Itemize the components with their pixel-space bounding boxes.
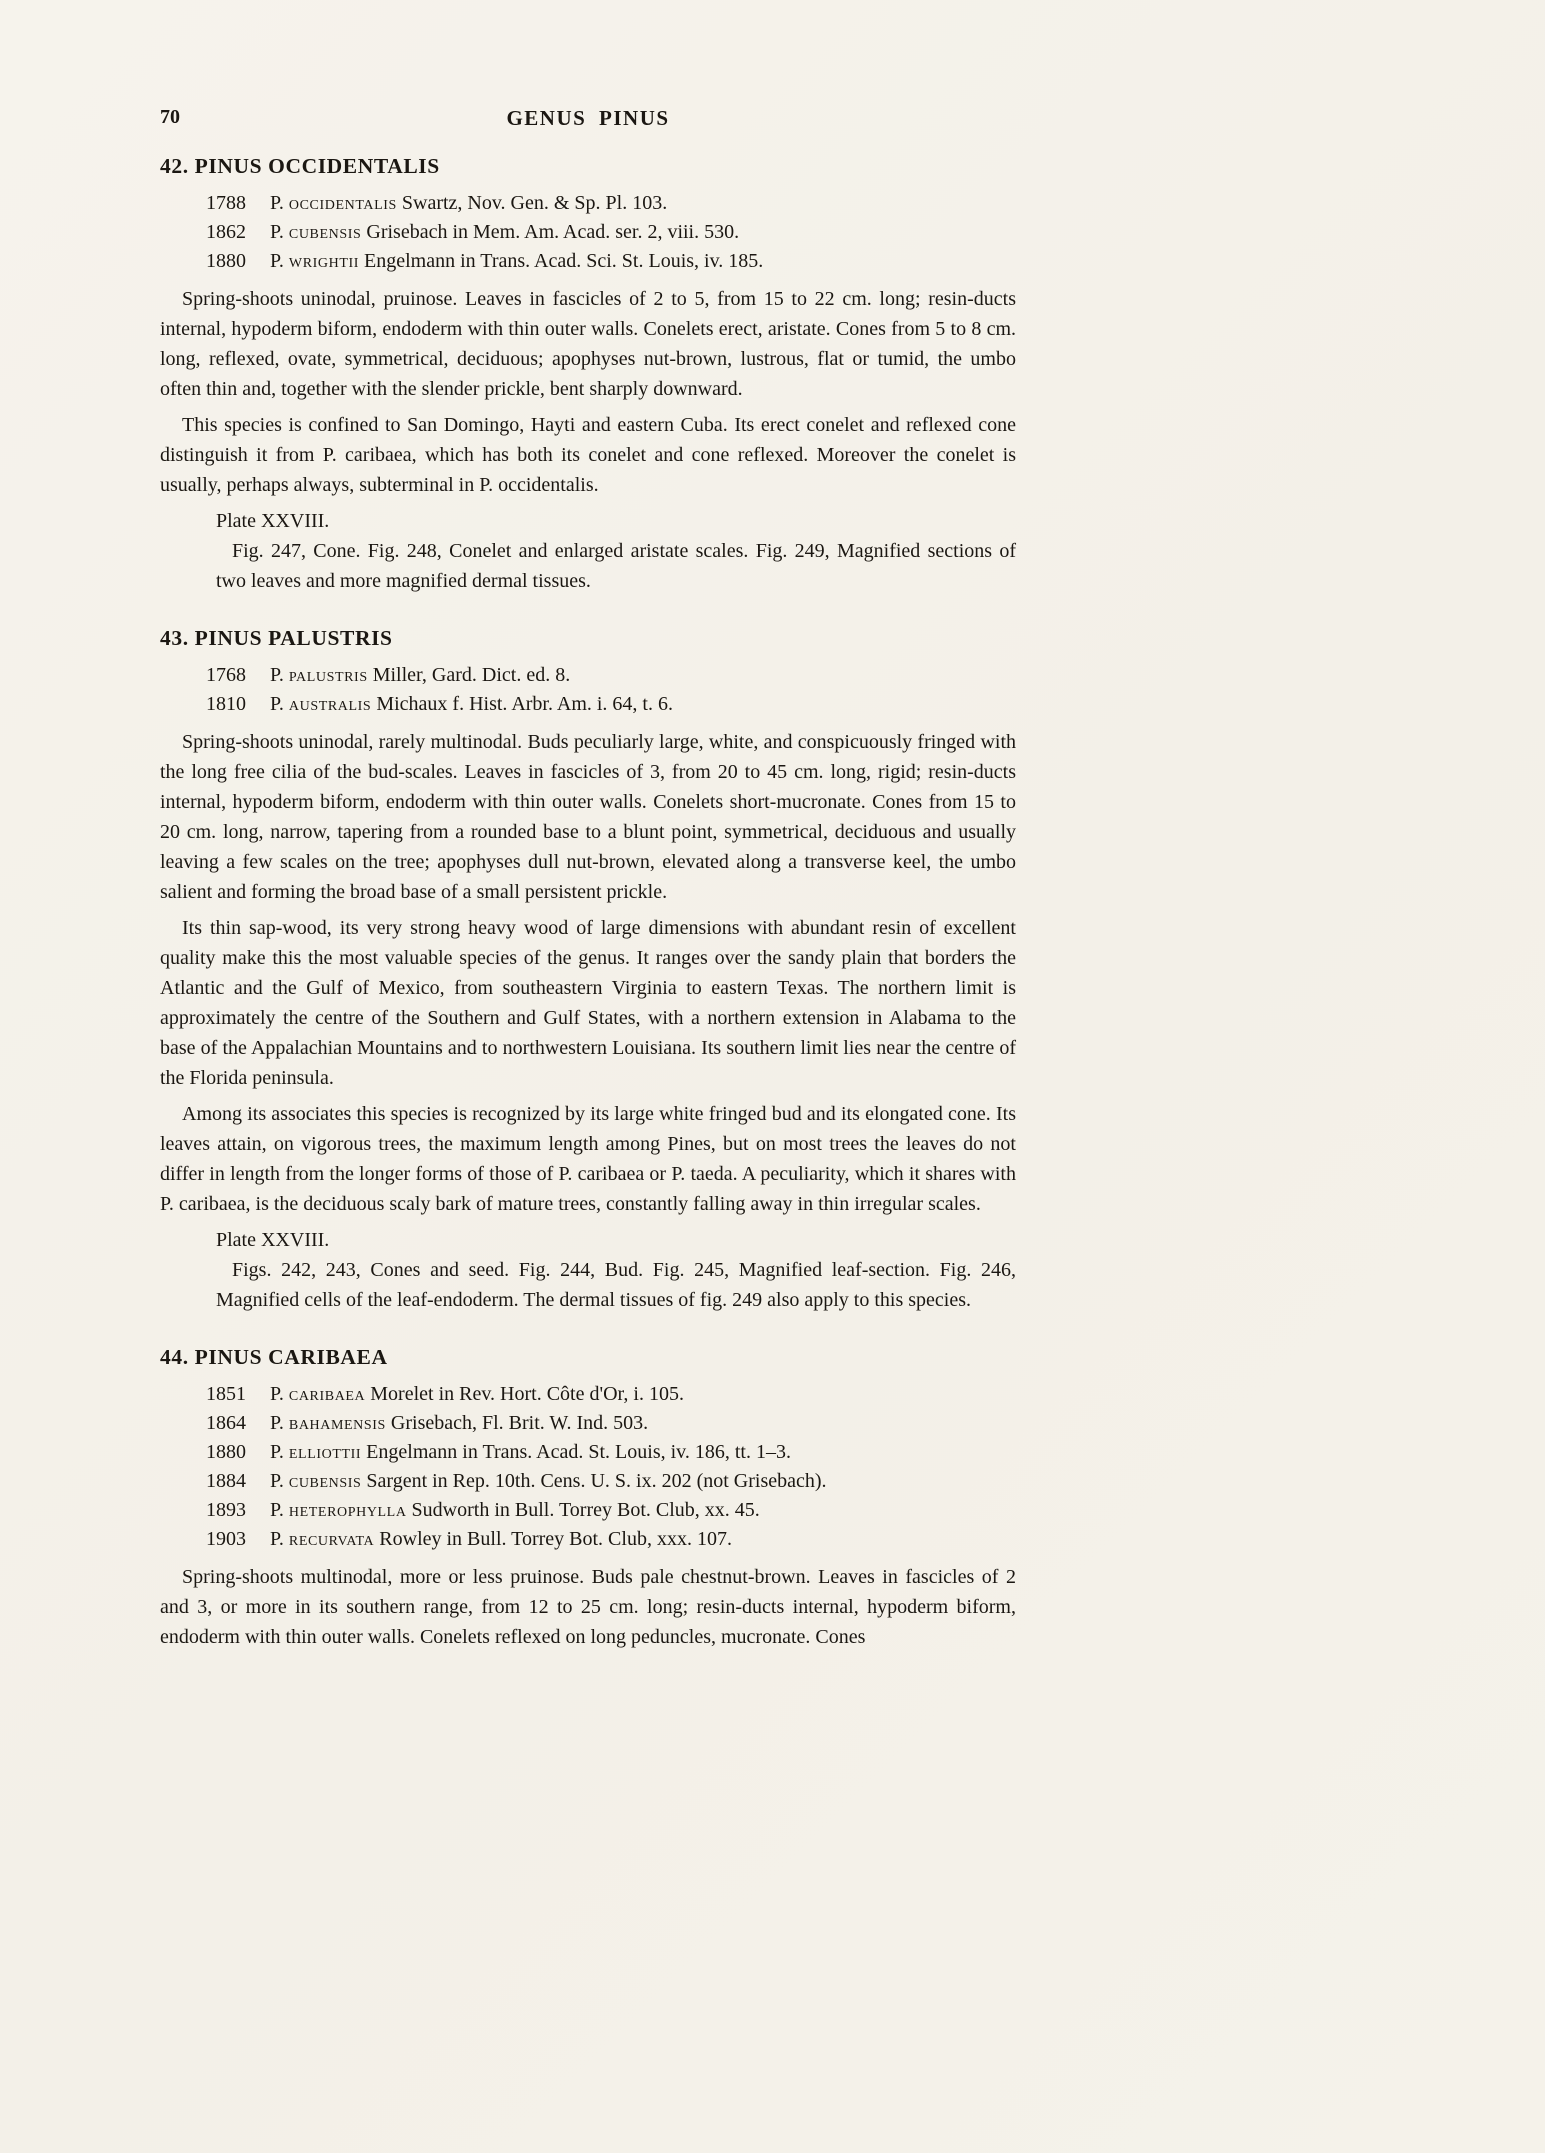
synonym-year: 1864 [206,1412,246,1434]
synonym-citation: Grisebach in Mem. Am. Acad. ser. 2, viii. 530. [366,221,740,243]
synonym-text [270,690,1016,719]
description-paragraph: Spring-shoots multinodal, more or less pruinose. Buds pale chestnut-brown. Leaves in fascicles of 2 and 3, or more in its southern range, from 12 to 25 cm. long; resin-ducts internal, hypoderm biform, endoderm with thin outer walls. Conelets reflexed on long peduncles, mucronate. Cones [160,1566,1016,1648]
species-heading: 42. PINUS OCCIDENTALIS [160,154,440,178]
description-paragraph: Its thin sap-wood, its very strong heavy wood of large dimensions with abundant resin of excellent quality make this the most valuable species of the genus. It ranges over the sandy plain that borders the Atlantic and the Gulf of Mexico, from southeastern Virginia to eastern Texas. The northern limit is approximately the centre of the Southern and Gulf States, with a northern extension in Alabama to the base of the Appalachian Mountains and to northwestern Louisiana. Its southern limit lies near the centre of the Florida peninsula. [160,917,1016,1089]
synonym-genus: P. [270,1441,284,1463]
synonym-epithet: palustris [288,664,368,686]
plate-reference: Plate XXVIII. [216,510,330,532]
synonym-year: 1768 [206,664,246,686]
synonym-entry [206,1438,1016,1467]
synonym-entry [206,1380,1016,1409]
figure-caption: Figs. 242, 243, Cones and seed. Fig. 244, Bud. Fig. 245, Magnified leaf-section. Fig. 246, Magnified cells of the leaf-endoderm. The dermal tissues of fig. 249 also apply to this species. [216,1259,1016,1311]
synonym-genus: P. [270,1412,284,1434]
species-heading: 44. PINUS CARIBAEA [160,1345,388,1369]
synonym-epithet: heterophylla [288,1499,407,1521]
synonym-epithet: elliottii [288,1441,362,1463]
synonym-genus: P. [270,664,284,686]
synonym-entry [206,690,1016,719]
synonymy-list [206,661,1016,719]
species-section-42 [160,154,1016,596]
synonym-entry [206,1496,1016,1525]
synonym-text [270,1496,1016,1525]
page-number: 70 [160,106,180,128]
synonym-epithet: occidentalis [288,192,397,214]
species-section-44 [160,1345,1016,1652]
synonym-year: 1851 [206,1383,246,1405]
synonym-entry [206,189,1016,218]
synonym-year: 1862 [206,221,246,243]
plate-reference: Plate XXVIII. [216,1229,330,1251]
description-paragraph: Spring-shoots uninodal, rarely multinodal. Buds peculiarly large, white, and conspicuously fringed with the long free cilia of the bud-scales. Leaves in fascicles of 3, from 20 to 45 cm. long, rigid; resin-ducts internal, hypoderm biform, endoderm with thin outer walls. Conelets short-mucronate. Cones from 15 to 20 cm. long, narrow, tapering from a rounded base to a blunt point, symmetrical, deciduous and usually leaving a few scales on the tree; apophyses dull nut-brown, elevated along a transverse keel, the umbo salient and forming the broad base of a small persistent prickle. [160,731,1016,903]
synonym-year: 1880 [206,1441,246,1463]
synonym-citation: Sudworth in Bull. Torrey Bot. Club, xx. 45. [411,1499,760,1521]
synonym-text [270,189,1016,218]
synonym-genus: P. [270,192,284,214]
species-heading: 43. PINUS PALUSTRIS [160,626,393,650]
synonym-citation: Engelmann in Trans. Acad. St. Louis, iv. 186, tt. 1–3. [366,1441,791,1463]
synonym-citation: Michaux f. Hist. Arbr. Am. i. 64, t. 6. [376,693,673,715]
synonym-epithet: wrightii [288,250,360,272]
synonym-genus: P. [270,1383,284,1405]
synonym-entry [206,1525,1016,1554]
synonym-epithet: cubensis [288,1470,362,1492]
synonym-citation: Sargent in Rep. 10th. Cens. U. S. ix. 202 (not Grisebach). [366,1470,827,1492]
synonym-text [270,1409,1016,1438]
description-paragraph: Spring-shoots uninodal, pruinose. Leaves in fascicles of 2 to 5, from 15 to 22 cm. long; resin-ducts internal, hypoderm biform, endoderm with thin outer walls. Conelets erect, aristate. Cones from 5 to 8 cm. long, reflexed, ovate, symmetrical, deciduous; apophyses nut-brown, lustrous, flat or tumid, the umbo often thin and, together with the slender prickle, bent sharply downward. [160,288,1016,400]
running-title: GENUS PINUS [506,106,670,130]
synonym-genus: P. [270,250,284,272]
synonym-entry [206,661,1016,690]
synonym-text [270,1438,1016,1467]
species-section-43 [160,626,1016,1315]
synonym-text [270,247,1016,276]
synonym-genus: P. [270,1470,284,1492]
figure-caption: Fig. 247, Cone. Fig. 248, Conelet and enlarged aristate scales. Fig. 249, Magnified sections of two leaves and more magnified dermal tissues. [216,540,1016,592]
synonym-epithet: recurvata [288,1528,375,1550]
synonym-text [270,218,1016,247]
synonym-epithet: cubensis [288,221,362,243]
book-page [160,106,1016,1658]
synonym-year: 1788 [206,192,246,214]
synonym-year: 1884 [206,1470,246,1492]
synonym-genus: P. [270,1499,284,1521]
synonym-epithet: caribaea [288,1383,366,1405]
synonym-epithet: australis [288,693,372,715]
synonym-citation: Morelet in Rev. Hort. Côte d'Or, i. 105. [370,1383,684,1405]
synonym-entry [206,247,1016,276]
synonym-year: 1893 [206,1499,246,1521]
synonym-citation: Engelmann in Trans. Acad. Sci. St. Louis, iv. 185. [364,250,764,272]
synonym-citation: Swartz, Nov. Gen. & Sp. Pl. 103. [401,192,668,214]
synonym-citation: Rowley in Bull. Torrey Bot. Club, xxx. 107. [379,1528,732,1550]
synonym-genus: P. [270,1528,284,1550]
synonym-genus: P. [270,693,284,715]
synonym-citation: Miller, Gard. Dict. ed. 8. [372,664,571,686]
synonym-year: 1810 [206,693,246,715]
synonymy-list [206,1380,1016,1554]
synonym-text [270,661,1016,690]
synonym-entry [206,218,1016,247]
synonym-citation: Grisebach, Fl. Brit. W. Ind. 503. [390,1412,649,1434]
synonym-text [270,1467,1016,1496]
page-header [160,106,1016,138]
synonymy-list [206,189,1016,276]
synonym-entry [206,1409,1016,1438]
synonym-genus: P. [270,221,284,243]
synonym-text [270,1525,1016,1554]
synonym-text [270,1380,1016,1409]
synonym-year: 1880 [206,250,246,272]
synonym-epithet: bahamensis [288,1412,386,1434]
synonym-entry [206,1467,1016,1496]
description-paragraph: This species is confined to San Domingo, Hayti and eastern Cuba. Its erect conelet and reflexed cone distinguish it from P. caribaea, which has both its conelet and cone reflexed. Moreover the conelet is usually, perhaps always, subterminal in P. occidentalis. [160,414,1016,496]
description-paragraph: Among its associates this species is recognized by its large white fringed bud and its elongated cone. Its leaves attain, on vigorous trees, the maximum length among Pines, but on most trees the leaves do not differ in length from the longer forms of those of P. caribaea or P. taeda. A peculiarity, which it shares with P. caribaea, is the deciduous scaly bark of mature trees, constantly falling away in thin irregular scales. [160,1103,1016,1215]
synonym-year: 1903 [206,1528,246,1550]
